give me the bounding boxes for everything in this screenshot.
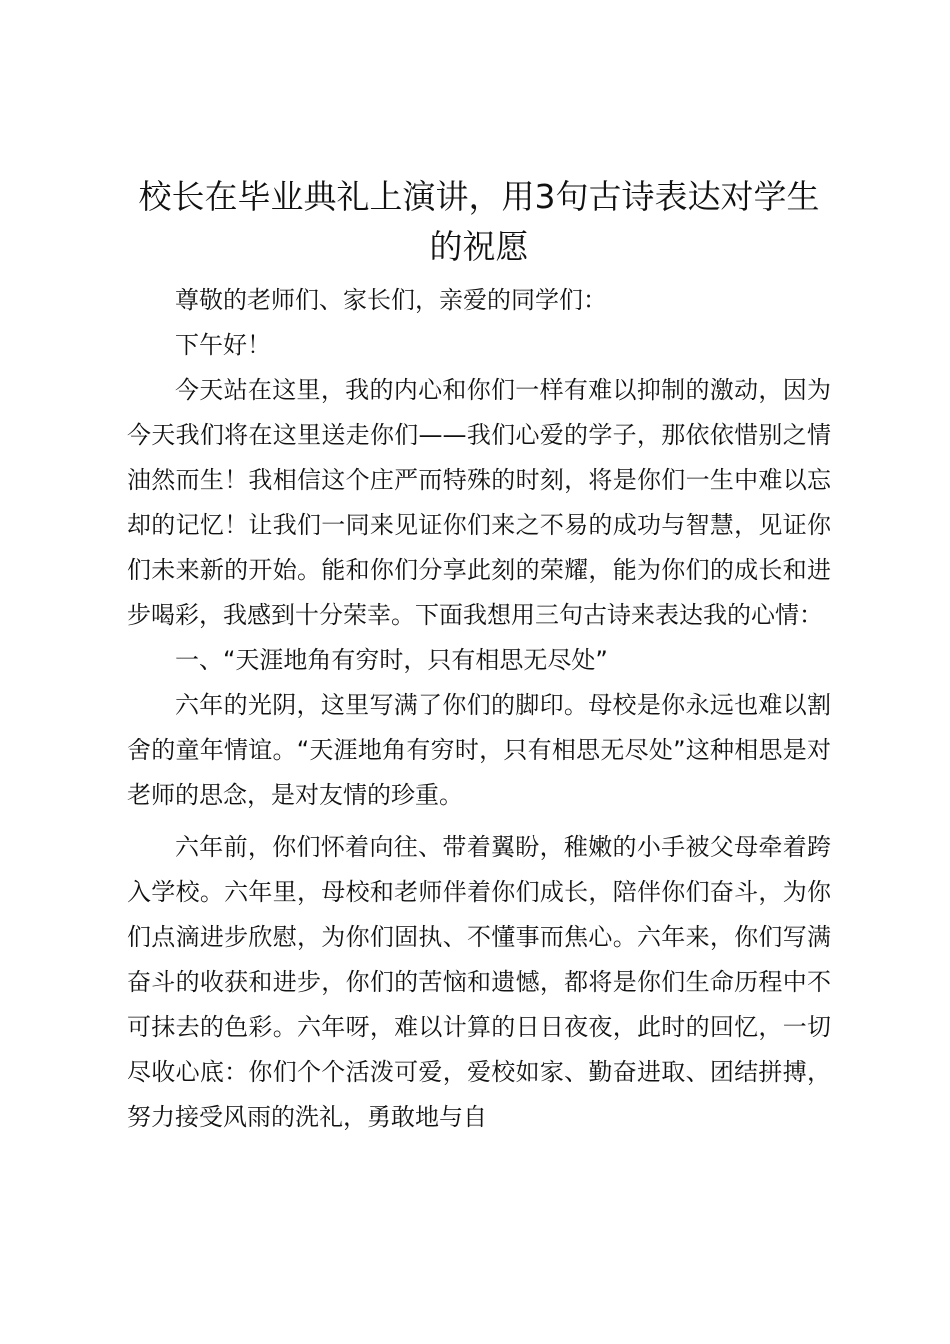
paragraph-intro: 今天站在这里，我的内心和你们一样有难以抑制的激动，因为今天我们将在这里送走你们——我们心爱的学子，那依依惜别之情油然而生！我相信这个庄严而特殊的时刻，将是你们一生中难以忘却的记忆！让我们一同来见证你们来之不易的成功与智慧，见证你们未来新的开始。能和你们分享此刻的荣耀，能为你们的成长和进步喝彩，我感到十分荣幸。下面我想用三句古诗来表达我的心情： — [127, 376, 831, 629]
document-body — [127, 278, 831, 1140]
paragraph-six-years: 六年前，你们怀着向往、带着翼盼，稚嫩的小手被父母牵着跨入学校。六年里，母校和老师伴着你们成长，陪伴你们奋斗，为你们点滴进步欣慰，为你们固执、不懂事而焦心。六年来，你们写满奋斗的收获和进步，你们的苦恼和遗憾，都将是你们生命历程中不可抹去的色彩。六年呀，难以计算的日日夜夜，此时的回忆，一切尽收心底：你们个个活泼可爱，爱校如家、勤奋进取、团结拼搏，努力接受风雨的洗礼，勇敢地与自 — [127, 833, 831, 1131]
document-title: 校长在毕业典礼上演讲，用3句古诗表达对学生的祝愿 — [138, 177, 820, 266]
document-page — [127, 172, 831, 1140]
paragraph-salutation: 尊敬的老师们、家长们，亲爱的同学们： — [175, 286, 607, 314]
paragraph-section-1: 六年的光阴，这里写满了你们的脚印。母校是你永远也难以割舍的童年情谊。“天涯地角有穷时，只有相思无尽处”这种相思是对老师的思念，是对友情的珍重。 — [127, 691, 831, 809]
paragraph-greeting: 下午好！ — [175, 331, 271, 359]
section-heading-1: 一、“天涯地角有穷时，只有相思无尽处” — [175, 646, 608, 674]
